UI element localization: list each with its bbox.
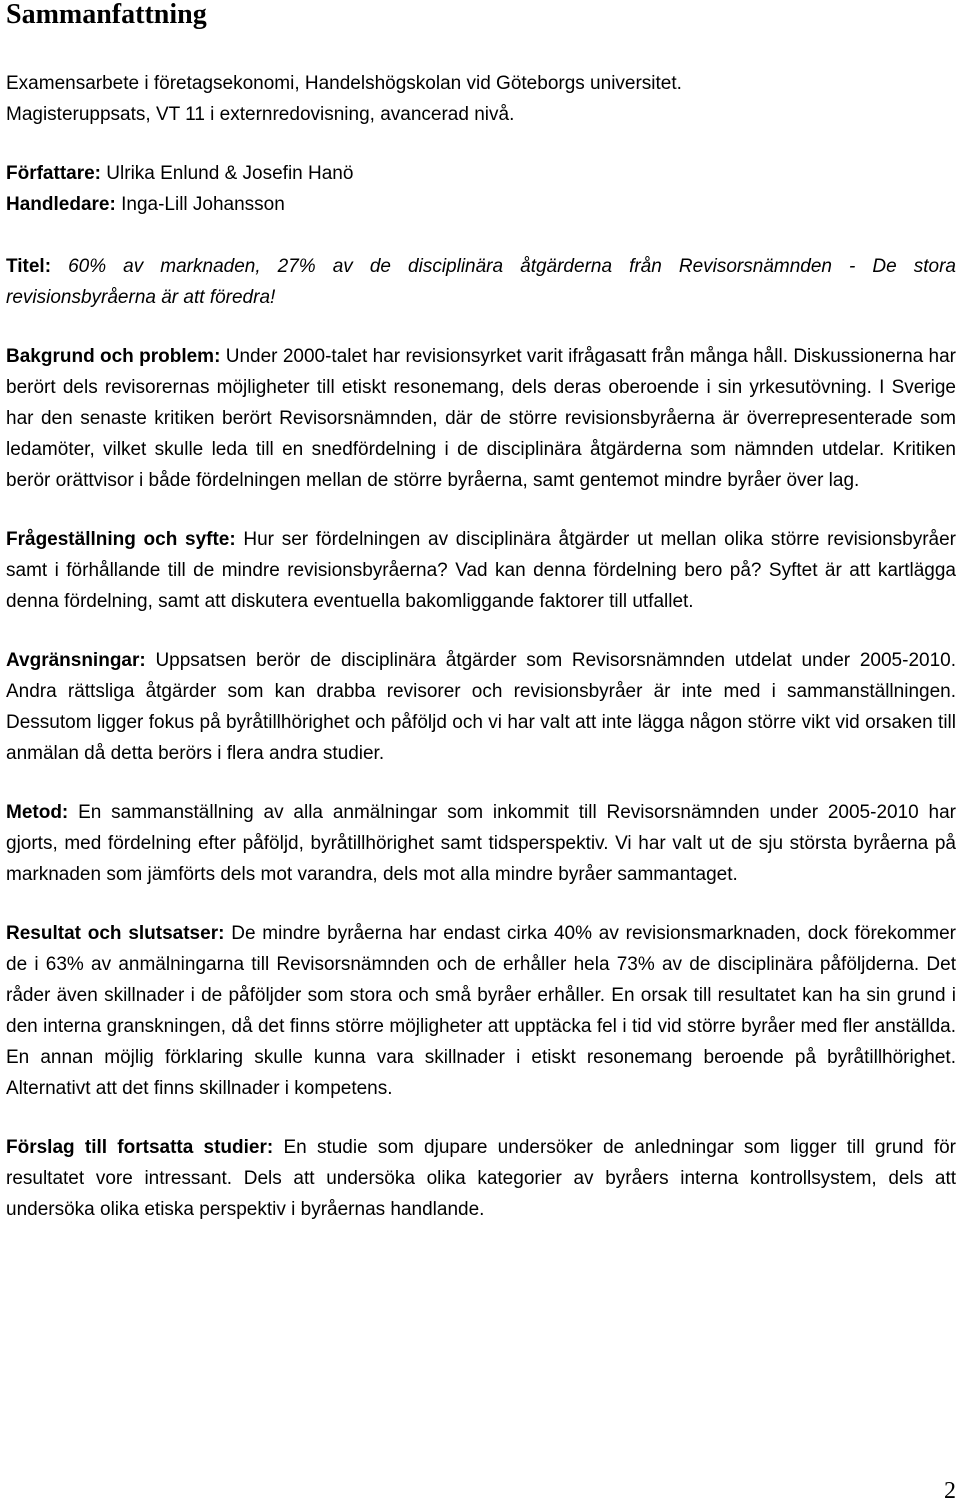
section-label: Metod: bbox=[6, 802, 69, 823]
supervisor-label: Handledare: bbox=[6, 194, 116, 215]
section-research-question bbox=[6, 524, 956, 617]
intro-line-2: Magisteruppsats, VT 11 i externredovisning, avancerad nivå. bbox=[6, 104, 515, 125]
section-text: Uppsatsen berör de disciplinära åtgärder som Revisorsnämnden utdelat under 2005-2010. Andra rättsliga åtgärder som kan drabba revisorer och revisionsbyråer är inte med i sammanställningen. Dessutom ligger fokus på byråtillhörighet och påföljd och vi har valt att inte lägga någon större vikt vid orsaken till anmälan då detta berörs i flera andra studier. bbox=[6, 650, 956, 764]
authors-block bbox=[6, 158, 956, 220]
title-value: 60% av marknaden, 27% av de disciplinära åtgärderna från Revisorsnämnden - De stora revisionsbyråerna är att föredra! bbox=[6, 256, 956, 308]
page-heading: Sammanfattning bbox=[6, 0, 207, 30]
section-text: En sammanställning av alla anmälningar som inkommit till Revisorsnämnden under 2005-2010 har gjorts, med fördelning efter påföljd, byråtillhörighet samt tidsperspektiv. Vi har valt ut de sju största byråerna på marknaden som jämförts dels mot varandra, dels mot alla mindre byråer sammantaget. bbox=[6, 802, 956, 885]
intro-line-1: Examensarbete i företagsekonomi, Handelshögskolan vid Göteborgs universitet. bbox=[6, 73, 682, 94]
section-delimitations bbox=[6, 645, 956, 769]
section-label: Bakgrund och problem: bbox=[6, 346, 221, 367]
section-text: En studie som djupare undersöker de anledningar som ligger till grund för resultatet vore intressant. Dels att undersöka olika kategorier av byråers interna kontrollsystem, dels att undersöka olika etiska perspektiv i byråernas handlande. bbox=[6, 1137, 956, 1220]
section-method bbox=[6, 797, 956, 890]
section-text: Hur ser fördelningen av disciplinära åtgärder ut mellan olika större revisionsbyråer samt i förhållande till de mindre revisionsbyråerna? Vad kan denna fördelning bero på? Syftet är att kartlägga denna fördelning, samt att diskutera eventuella bakomliggande faktorer till utfallet. bbox=[6, 529, 957, 612]
page-number: 2 bbox=[944, 1478, 956, 1504]
section-results bbox=[6, 918, 956, 1104]
document-page bbox=[6, 0, 956, 1225]
section-label: Avgränsningar: bbox=[6, 650, 146, 671]
supervisor-value: Inga-Lill Johansson bbox=[121, 194, 285, 215]
thesis-title bbox=[6, 251, 956, 313]
section-further-studies bbox=[6, 1132, 956, 1225]
section-background bbox=[6, 341, 956, 496]
title-label: Titel: bbox=[6, 256, 52, 277]
section-text: Under 2000-talet har revisionsyrket varit ifrågasatt från många håll. Diskussionerna har berört dels revisorernas möjligheter till etiskt resonemang, dels deras oberoende i sin yrkesutövning. I Sverige har den senaste kritiken berört Revisorsnämnden, där de större revisionsbyråerna är överrepresenterade som ledamöter, vilket skulle leda till en snedfördelning i de disciplinära åtgärderna som nämnden utdelar. Kritiken berör orättvisor i både fördelningen mellan de större byråerna, samt gentemot mindre byråer över lag. bbox=[6, 346, 957, 491]
section-label: Frågeställning och syfte: bbox=[6, 529, 236, 550]
section-label: Förslag till fortsatta studier: bbox=[6, 1137, 274, 1158]
intro-paragraph bbox=[6, 68, 956, 130]
author-value: Ulrika Enlund & Josefin Hanö bbox=[106, 163, 354, 184]
author-label: Författare: bbox=[6, 163, 102, 184]
section-text: De mindre byråerna har endast cirka 40% av revisionsmarknaden, dock förekommer de i 63% av anmälningarna till Revisorsnämnden och de erhåller hela 73% av de disciplinära påföljderna. Det råder även skillnader i de påföljder som stora och små byråer erhåller. En orsak till resultatet kan ha sin grund i den interna granskningen, då det finns större möjligheter att upptäcka fel i tid vid större byråer med fler anställda. En annan möjlig förklaring skulle kunna vara skillnader i etiskt resonemang beroende på byråtillhörighet. Alternativt att det finns skillnader i kompetens. bbox=[6, 923, 956, 1099]
section-label: Resultat och slutsatser: bbox=[6, 923, 225, 944]
